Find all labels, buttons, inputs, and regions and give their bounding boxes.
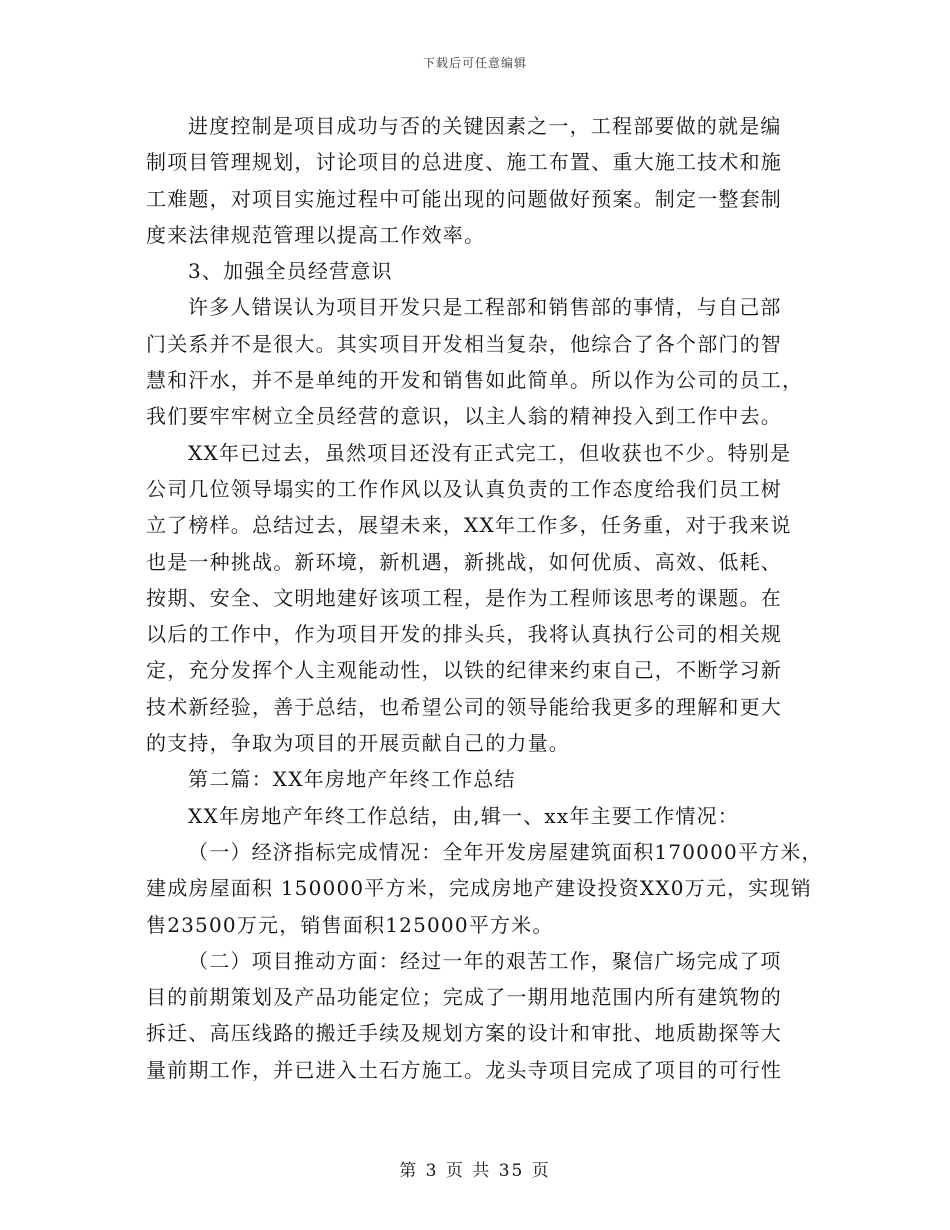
text-line: 也是一种挑战。新环境，新机遇，新挑战，如何优质、高效、低耗、 xyxy=(146,549,782,574)
section-heading: 3、加强全员经营意识 xyxy=(188,259,393,284)
text-line: 售23500万元，销售面积125000平方米。 xyxy=(146,912,554,937)
text-line: 建成房屋面积 150000平方米，完成房地产建设投资XX0万元，实现销 xyxy=(146,876,812,901)
text-line: 我们要牢牢树立全员经营的意识，以主人翁的精神投入到工作中去。 xyxy=(146,404,782,429)
text-line: 拆迁、高压线路的搬迁手续及规划方案的设计和审批、地质勘探等大 xyxy=(146,1021,782,1046)
text-line: （二）项目推动方面：经过一年的艰苦工作，聚信广场完成了项 xyxy=(188,948,782,973)
text-line: 的支持，争取为项目的开展贡献自己的力量。 xyxy=(146,731,570,756)
text-line: 定，充分发挥个人主观能动性，以铁的纪律来约束自己，不断学习新 xyxy=(146,658,782,683)
text-line: 慧和汗水，并不是单纯的开发和销售如此简单。所以作为公司的员工， xyxy=(146,368,804,393)
text-line: （一）经济指标完成情况：全年开发房屋建筑面积170000平方米， xyxy=(188,839,823,864)
document-body xyxy=(146,108,823,1088)
text-line: 进度控制是项目成功与否的关键因素之一，工程部要做的就是编 xyxy=(188,114,782,138)
text-line: 门关系并不是很大。其实项目开发相当复杂，他综合了各个部门的智 xyxy=(146,331,782,356)
text-line: 立了榜样。总结过去，展望未来，XX年工作多，任务重，对于我来说 xyxy=(146,513,792,538)
text-line: 目的前期策划及产品功能定位；完成了一期用地范围内所有建筑物的 xyxy=(146,985,782,1010)
text-line: 工难题，对项目实施过程中可能出现的问题做好预案。制定一整套制 xyxy=(146,186,782,211)
text-line: 许多人错误认为项目开发只是工程部和销售部的事情，与自己部 xyxy=(188,295,782,320)
text-line: XX年已过去，虽然项目还没有正式完工，但收获也不少。特别是 xyxy=(188,440,792,465)
text-line: 技术新经验，善于总结，也希望公司的领导能给我更多的理解和更大 xyxy=(146,694,782,719)
text-line: 公司几位领导塌实的工作作风以及认真负责的工作态度给我们员工树 xyxy=(146,476,782,501)
text-line: XX年房地产年终工作总结，由,辑一、xx年主要工作情况： xyxy=(188,803,739,828)
text-line: 量前期工作，并已进入土石方施工。龙头寺项目完成了项目的可行性 xyxy=(146,1057,782,1082)
chapter-heading: 第二篇：XX年房地产年终工作总结 xyxy=(188,767,516,792)
text-line: 度来法律规范管理以提高工作效率。 xyxy=(146,222,486,247)
text-line: 按期、安全、文明地建好该项工程，是作为工程师该思考的课题。在 xyxy=(146,585,782,610)
text-line: 制项目管理规划，讨论项目的总进度、施工布置、重大施工技术和施 xyxy=(146,150,782,175)
page-header: 下载后可任意编辑 xyxy=(422,56,527,70)
page-footer: 第 3 页 共 35 页 xyxy=(399,1161,551,1181)
text-line: 以后的工作中，作为项目开发的排头兵，我将认真执行公司的相关规 xyxy=(146,622,782,647)
